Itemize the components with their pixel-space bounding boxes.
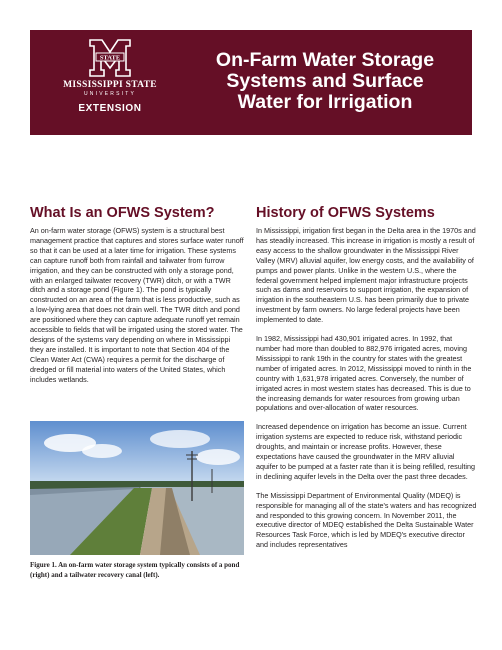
- msu-m-shield-icon: [88, 38, 132, 78]
- title-line-1: On-Farm Water Storage: [215, 49, 435, 71]
- shield-state-text: STATE: [99, 54, 121, 62]
- logo-institution: MISSISSIPPI STATE: [63, 80, 157, 90]
- document-title: [180, 50, 470, 113]
- header-banner: [30, 30, 472, 135]
- title-line-3: Water for Irrigation: [237, 91, 413, 113]
- history-paragraph-2: In 1982, Mississippi had 430,901 irrigated acres. In 1992, that number had more than doubled to 882,976 irrigated acres, moving Mississippi to rank 19th in the country for states with the greatest number of irrigated acres. In 2012, Mississippi moved to ninth in the country with 1,631,978 irrigated acres. Conversely, the number of irrigated acres in most western states has decreased. This is due to the increasing demands for water resources from growing urban populations and over-allocation of water resources.: [256, 334, 472, 413]
- left-column-text: [30, 226, 245, 394]
- title-line-2: Systems and Surface: [226, 70, 424, 92]
- left-section-heading: What Is an OFWS System?: [30, 205, 215, 221]
- msu-extension-logo: [40, 38, 180, 128]
- figure-1-photo: [30, 421, 244, 555]
- logo-university: UNIVERSITY: [83, 91, 136, 97]
- history-paragraph-4: The Mississippi Department of Environmental Quality (MDEQ) is responsible for managing all of the state's waters and has recognized and responded to this growing concern. In November 2011, the executive director of MDEQ established the Delta Sustainable Water Resources Task Force, which is led by MDEQ's executive director and includes representatives: [256, 490, 477, 550]
- history-paragraph-1: In Mississippi, irrigation first began in the Delta area in the 1970s and has steadily increased. This increase in irrigation is mostly a result of easy access to the shallow groundwater in the Mississippi River Valley (MRV) alluvial aquifer, low energy costs, and the availability of pumps and power plants. Unlike in the western U.S., where the federal government helped implement major infrastructure projects such as dams and reservoirs to support irrigation, the expansion of irrigation in the southeastern U.S. has been primarily due to private investment by farm owners. No large federal projects have been implemented to date.: [256, 226, 476, 325]
- right-column-text: [256, 226, 478, 559]
- history-paragraph-3: Increased dependence on irrigation has become an issue. Current irrigation systems are expected to reduce risk, withstand periodic droughts, and maintain or increase profits. However, these expectations have caused the groundwater in the MRV alluvial aquifer to be pumped at a faster rate than it is being refilled, resulting in declining aquifer levels in the Delta over the past three decades.: [256, 422, 475, 481]
- ofws-definition-paragraph: An on-farm water storage (OFWS) system is a structural best management practice that captures and stores surface water runoff so that it can be used at a later time for irrigation. These systems can capture runoff both from rainfall and tailwater from furrow irrigation, and they can be constructed with only a storage pond, with an enlarged tailwater recovery (TWR) ditch, or with a TWR ditch and a storage pond (Figure 1). The pond is typically constructed on an area of the farm that is less productive, such as a low-lying area that does not drain well. The TWR ditch and pond are positioned where they can capture adequate runoff yet remain accessible to fields that will be irrigated using the stored water. The designs of the systems vary depending on where in Mississippi they are installed. It is important to note that Section 404 of the Clean Water Act (CWA) requires a permit for the discharge of dredged or fill material into waters of the United States, which includes wetlands.: [30, 226, 244, 384]
- logo-extension: EXTENSION: [78, 103, 142, 114]
- figure-1-caption: Figure 1. An on-farm water storage system typically consists of a pond (right) and a tailwater recovery canal (left).: [30, 561, 240, 579]
- right-section-heading: History of OFWS Systems: [256, 205, 435, 221]
